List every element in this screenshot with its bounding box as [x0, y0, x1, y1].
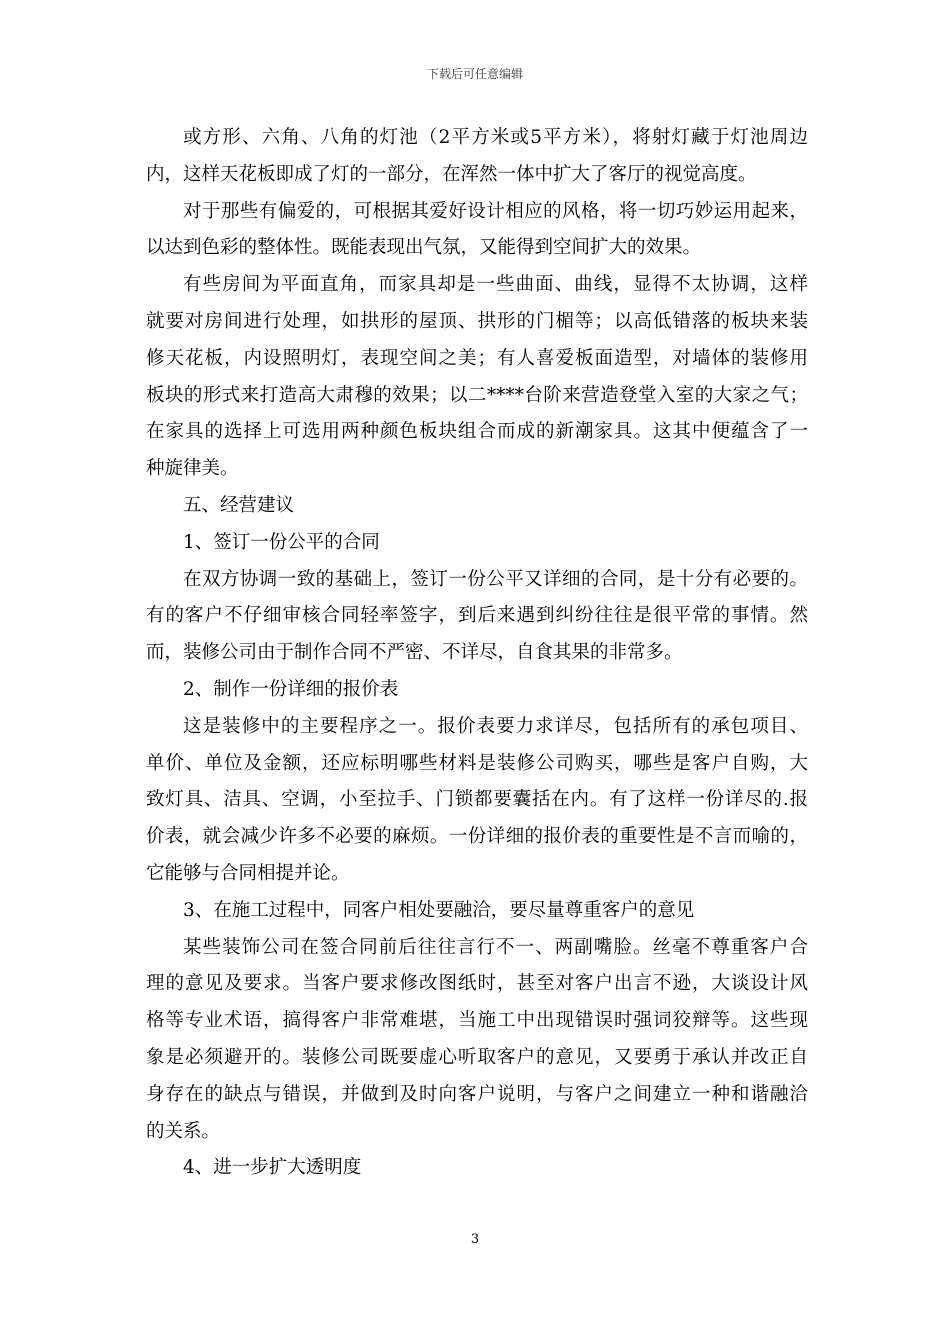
text-line: 的关系。	[146, 1120, 221, 1142]
text-line: 修天花板，内设照明灯，表现空间之美；有人喜爱板面造型，对墙体的装修用	[146, 347, 808, 369]
text-line: 象是必须避开的。装修公司既要虚心听取客户的意见，又要勇于承认并改正自	[146, 1046, 808, 1068]
text-line: 理的意见及要求。当客户要求修改图纸时，甚至对客户出言不逊，大谈设计风	[146, 973, 808, 995]
text-line: 而，装修公司由于制作合同不严密、不详尽，自食其果的非常多。	[146, 642, 683, 664]
text-line: 有些房间为平面直角，而家具却是一些曲面、曲线，显得不太协调，这样	[183, 274, 808, 296]
text-line: 有的客户不仔细审核合同轻率签字，到后来遇到纠纷往往是很平常的事情。然	[146, 605, 808, 627]
text-line: 内，这样天花板即成了灯的一部分，在浑然一体中扩大了客厅的视觉高度。	[146, 163, 757, 185]
text-line: 1、签订一份公平的合同	[183, 531, 380, 553]
text-line: 格等专业术语，搞得客户非常难堪，当施工中出现错误时强词狡辩等。这些现	[146, 1010, 808, 1032]
text-line: 在双方协调一致的基础上，签订一份公平又详细的合同，是十分有必要的。	[183, 568, 808, 590]
document-body	[146, 120, 808, 1187]
text-line: 单价、单位及金额，还应标明哪些材料是装修公司购买，哪些是客户自购，大	[146, 752, 808, 774]
text-line: 以达到色彩的整体性。既能表现出气氛，又能得到空间扩大的效果。	[146, 237, 702, 259]
text-line: 或方形、六角、八角的灯池（2平方米或5平方米），将射灯藏于灯池周边	[183, 127, 808, 148]
text-line: 3、在施工过程中，同客户相处要融洽，要尽量尊重客户的意见	[183, 899, 695, 921]
text-line: 4、进一步扩大透明度	[183, 1157, 362, 1179]
text-line: 某些装饰公司在签合同前后往往言行不一、两副嘴脸。丝毫不尊重客户合	[183, 936, 808, 958]
text-line: 价表，就会减少许多不必要的麻烦。一份详细的报价表的重要性是不言而喻的，	[146, 826, 808, 848]
text-line: 种旋律美。	[146, 458, 239, 480]
text-line: 它能够与合同相提并论。	[146, 862, 350, 884]
text-line: 2、制作一份详细的报价表	[183, 678, 399, 700]
page-number: 3	[470, 1232, 480, 1247]
text-line: 就要对房间进行处理，如拱形的屋顶、拱形的门楣等；以高低错落的板块来装	[146, 310, 808, 332]
text-line: 五、经营建议	[183, 494, 295, 516]
page-header: 下载后可任意编辑	[426, 67, 523, 81]
text-line: 致灯具、洁具、空调，小至拉手、门锁都要囊括在内。有了这样一份详尽的.报	[146, 789, 808, 811]
text-line: 对于那些有偏爱的，可根据其爱好设计相应的风格，将一切巧妙运用起来，	[183, 200, 808, 222]
text-line: 板块的形式来打造高大肃穆的效果；以二****台阶来营造登堂入室的大家之气；	[146, 384, 808, 406]
text-line: 这是装修中的主要程序之一。报价表要力求详尽，包括所有的承包项目、	[183, 715, 808, 737]
text-line: 在家具的选择上可选用两种颜色板块组合而成的新潮家具。这其中便蕴含了一	[146, 421, 808, 443]
text-line: 身存在的缺点与错误，并做到及时向客户说明，与客户之间建立一种和谐融洽	[146, 1083, 808, 1105]
